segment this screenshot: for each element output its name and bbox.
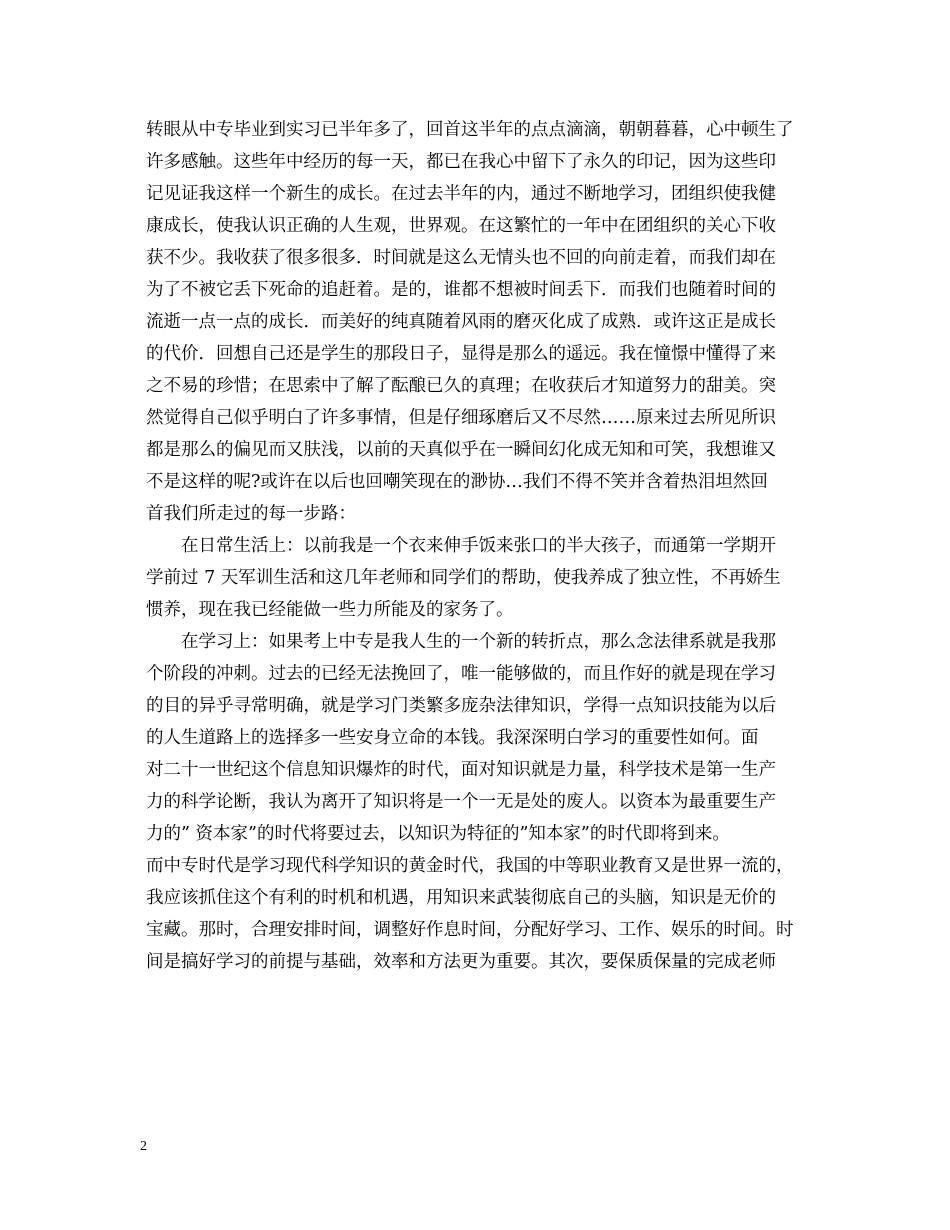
text-line: 的目的异乎寻常明确，就是学习门类繁多庞杂法律知识，学得一点知识技能为以后 <box>146 696 776 716</box>
text-line: 力的科学论断，我认为离开了知识将是一个一无是处的废人。以资本为最重要生产 <box>146 792 776 812</box>
text-line: 在日常生活上：以前我是一个衣来伸手饭来张口的半大孩子，而通第一学期开 <box>181 536 776 556</box>
text-line: 康成长，使我认识正确的人生观，世界观。在这繁忙的一年中在团组织的关心下收 <box>146 216 776 236</box>
text-line: 之不易的珍惜；在思索中了解了酝酿已久的真理；在收获后才知道努力的甜美。突 <box>146 376 776 396</box>
text-line: 我应该抓住这个有利的时机和机遇，用知识来武装彻底自己的头脑，知识是无价的 <box>146 888 776 908</box>
text-line: 对二十一世纪这个信息知识爆炸的时代，面对知识就是力量，科学技术是第一生产 <box>146 760 776 780</box>
text-line: 许多感触。这些年中经历的每一天，都已在我心中留下了永久的印记，因为这些印 <box>146 152 776 172</box>
text-line: 流逝一点一点的成长．而美好的纯真随着风雨的磨灭化成了成熟．或许这正是成长 <box>146 312 776 332</box>
paragraph <box>146 114 806 530</box>
text-line: 转眼从中专毕业到实习已半年多了，回首这半年的点点滴滴，朝朝暮暮，心中顿生了 <box>146 120 794 140</box>
body-text <box>146 114 806 978</box>
text-line: 宝藏。那时，合理安排时间，调整好作息时间，分配好学习、工作、娱乐的时间。时 <box>146 920 794 940</box>
text-line: 的代价．回想自己还是学生的那段日子，显得是那么的遥远。我在憧憬中懂得了来 <box>146 344 776 364</box>
text-line: 的人生道路上的选择多一些安身立命的本钱。我深深明白学习的重要性如何。面 <box>146 728 759 748</box>
text-line: 惯养，现在我已经能做一些力所能及的家务了。 <box>146 600 514 620</box>
paragraph <box>146 626 806 978</box>
text-line: 都是那么的偏见而又肤浅，以前的天真似乎在一瞬间幻化成无知和可笑，我想谁又 <box>146 440 776 460</box>
text-line: 不是这样的呢?或许在以后也回嘲笑现在的渺协…我们不得不笑并含着热泪坦然回 <box>146 472 768 492</box>
page-number: 2 <box>140 1139 147 1154</box>
text-line: 记见证我这样一个新生的成长。在过去半年的内，通过不断地学习，团组织使我健 <box>146 184 776 204</box>
paragraph <box>146 530 806 626</box>
text-line: 然觉得自己似乎明白了许多事情，但是仔细琢磨后又不尽然……原来过去所见所识 <box>146 408 776 428</box>
text-line: 力的” 资本家”的时代将要过去，以知识为特征的”知本家”的时代即将到来。 <box>146 824 730 844</box>
text-line: 个阶段的冲刺。过去的已经无法挽回了，唯一能够做的，而且作好的就是现在学习 <box>146 664 776 684</box>
text-line: 为了不被它丢下死命的追赶着。是的，谁都不想被时间丢下．而我们也随着时间的 <box>146 280 776 300</box>
text-line: 学前过 7 天军训生活和这几年老师和同学们的帮助，使我养成了独立性，不再娇生 <box>146 568 781 588</box>
text-line: 而中专时代是学习现代科学知识的黄金时代，我国的中等职业教育又是世界一流的， <box>146 856 794 876</box>
text-line: 间是搞好学习的前提与基础，效率和方法更为重要。其次，要保质保量的完成老师 <box>146 952 776 972</box>
text-line: 首我们所走过的每一步路： <box>146 504 356 524</box>
text-line: 获不少。我收获了很多很多．时间就是这么无情头也不回的向前走着，而我们却在 <box>146 248 776 268</box>
text-line: 在学习上：如果考上中专是我人生的一个新的转折点，那么念法律系就是我那 <box>181 632 776 652</box>
